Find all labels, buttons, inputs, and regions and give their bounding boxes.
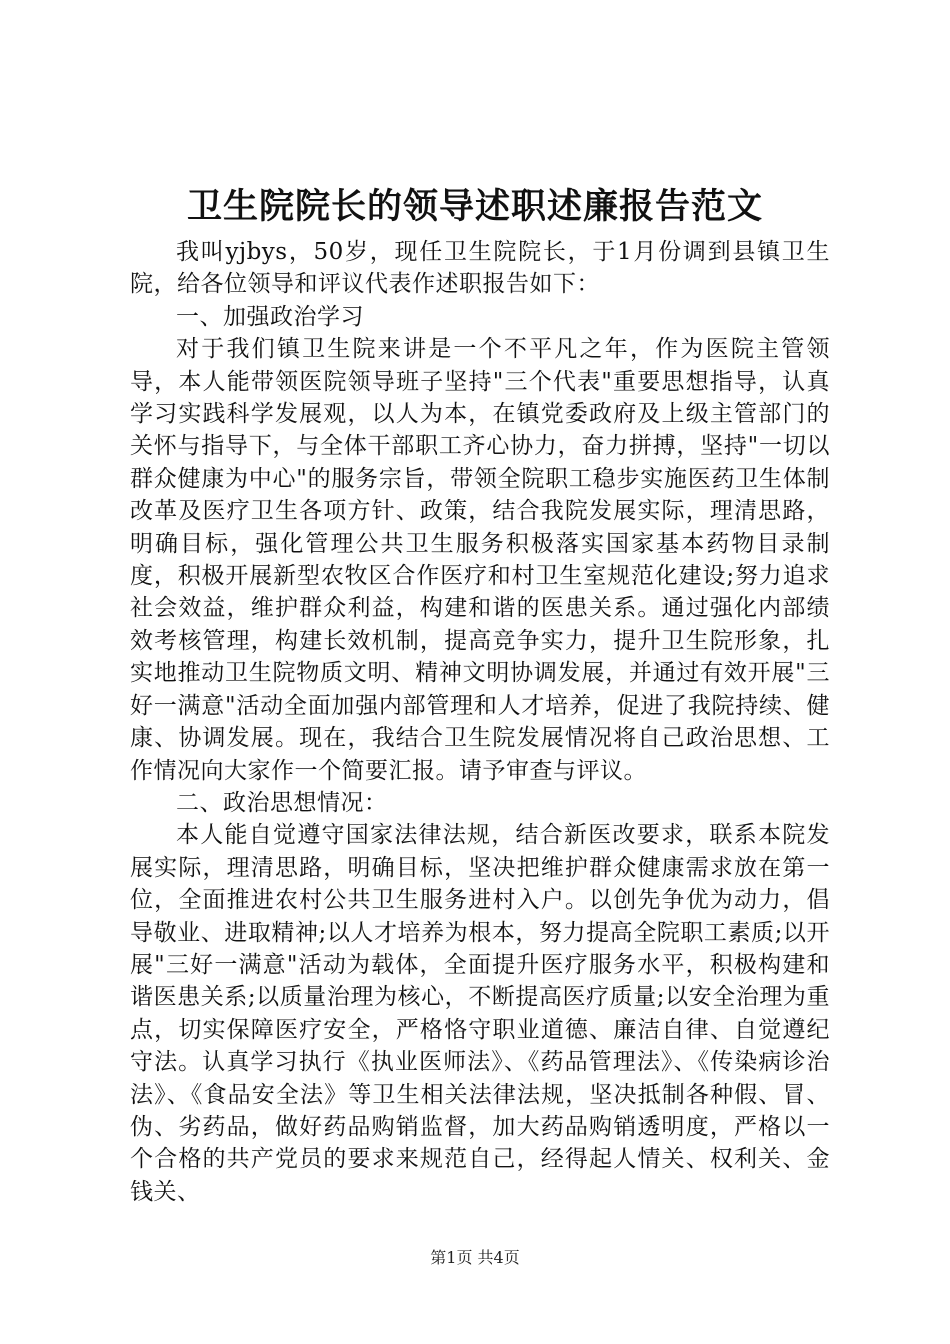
paragraph-political-study: 对于我们镇卫生院来讲是一个不平凡之年，作为医院主管领导，本人能带领医院领导班子坚持"三个代表"重要思想指导，认真学习实践科学发展观，以人为本，在镇党委政府及上级主管部门的关怀与指导下，与全体干部职工齐心协力，奋力拼搏，坚持"一切以群众健康为中心"的服务宗旨，带领全院职工稳步实施医药卫生体制改革及医疗卫生各项方针、政策，结合我院发展实际，理清思路，明确目标，强化管理公共卫生服务积极落实国家基本药物目录制度，积极开展新型农牧区合作医疗和村卫生室规范化建设;努力追求社会效益，维护群众利益，构建和谐的医患关系。通过强化内部绩效考核管理，构建长效机制，提高竞争实力，提升卫生院形象，扎实地推动卫生院物质文明、精神文明协调发展，并通过有效开展"三好一满意"活动全面加强内部管理和人才培养，促进了我院持续、健康、协调发展。现在，我结合卫生院发展情况将自己政治思想、工作情况向大家作一个简要汇报。请予审查与评议。 xyxy=(130,336,830,784)
paragraph-political-thought: 本人能自觉遵守国家法律法规，结合新医改要求，联系本院发展实际，理清思路，明确目标，坚决把维护群众健康需求放在第一位，全面推进农村公共卫生服务进村入户。以创先争优为动力，倡导敬业、进取精神;以人才培养为根本，努力提高全院职工素质;以开展"三好一满意"活动为载体，全面提升医疗服务水平，积极构建和谐医患关系;以质量治理为核心，不断提高医疗质量;以安全治理为重点，切实保障医疗安全，严格恪守职业道德、廉洁自律、自觉遵纪守法。认真学习执行《执业医师法》、《药品管理法》、《传染病诊治法》、《食品安全法》等卫生相关法律法规，坚决抵制各种假、冒、伪、劣药品，做好药品购销监督，加大药品购销透明度，严格以一个合格的共产党员的要求来规范自己，经得起人情关、权利关、金钱关、 xyxy=(130,822,830,1205)
section-heading-2: 二、政治思想情况： xyxy=(176,789,388,816)
paragraph-intro: 我叫yjbys，50岁，现任卫生院院长，于1月份调到县镇卫生院，给各位领导和评议代表作述职报告如下： xyxy=(130,239,830,298)
section-heading-1: 一、加强政治学习 xyxy=(176,303,364,330)
document-title: 卫生院院长的领导述职述廉报告范文 xyxy=(186,186,763,227)
page-number-footer: 第1页 共4页 xyxy=(430,1248,520,1267)
document-body xyxy=(130,236,830,1208)
